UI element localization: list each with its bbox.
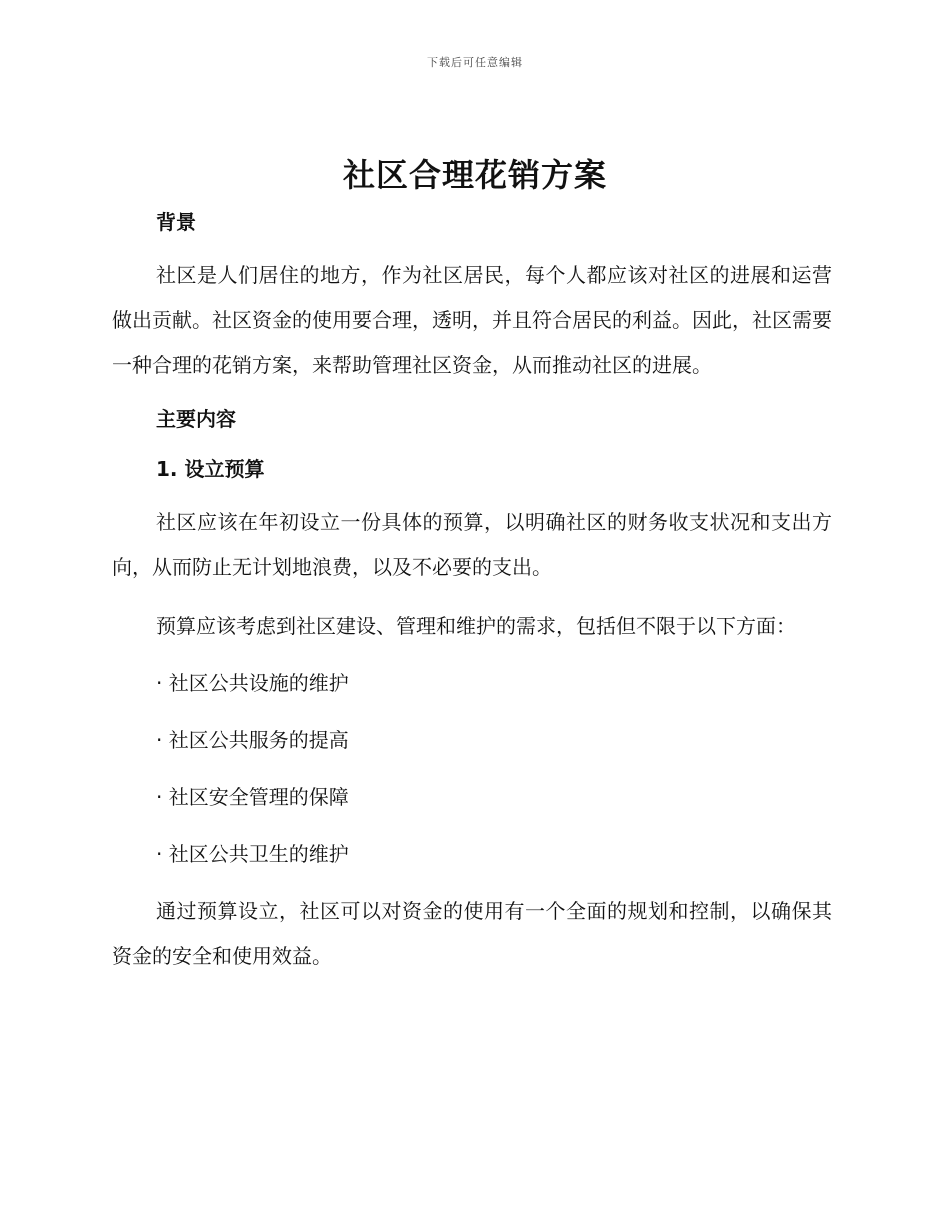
list-item: · 社区公共服务的提高 [156, 728, 349, 752]
section-heading-main: 主要内容 [156, 407, 236, 431]
subsection-heading-budget: 1. 设立预算 [156, 457, 265, 481]
document-title: 社区合理花销方案 [342, 156, 607, 194]
paragraph-budget-3: 通过预算设立，社区可以对资金的使用有一个全面的规划和控制，以确保其资金的安全和使用效益。 [112, 899, 832, 968]
document-body [112, 203, 832, 979]
list-item: · 社区安全管理的保障 [156, 785, 349, 809]
paragraph-budget-1: 社区应该在年初设立一份具体的预算，以明确社区的财务收支状况和支出方向，从而防止无计划地浪费，以及不必要的支出。 [112, 510, 832, 579]
list-item: · 社区公共设施的维护 [156, 671, 349, 695]
section-heading-background: 背景 [156, 210, 196, 234]
paragraph-background: 社区是人们居住的地方，作为社区居民，每个人都应该对社区的进展和运营做出贡献。社区资金的使用要合理，透明，并且符合居民的利益。因此，社区需要一种合理的花销方案，来帮助管理社区资金，从而推动社区的进展。 [112, 263, 832, 377]
header-note: 下载后可任意编辑 [427, 56, 523, 69]
paragraph-budget-2: 预算应该考虑到社区建设、管理和维护的需求，包括但不限于以下方面： [156, 614, 796, 638]
list-item: · 社区公共卫生的维护 [156, 842, 349, 866]
